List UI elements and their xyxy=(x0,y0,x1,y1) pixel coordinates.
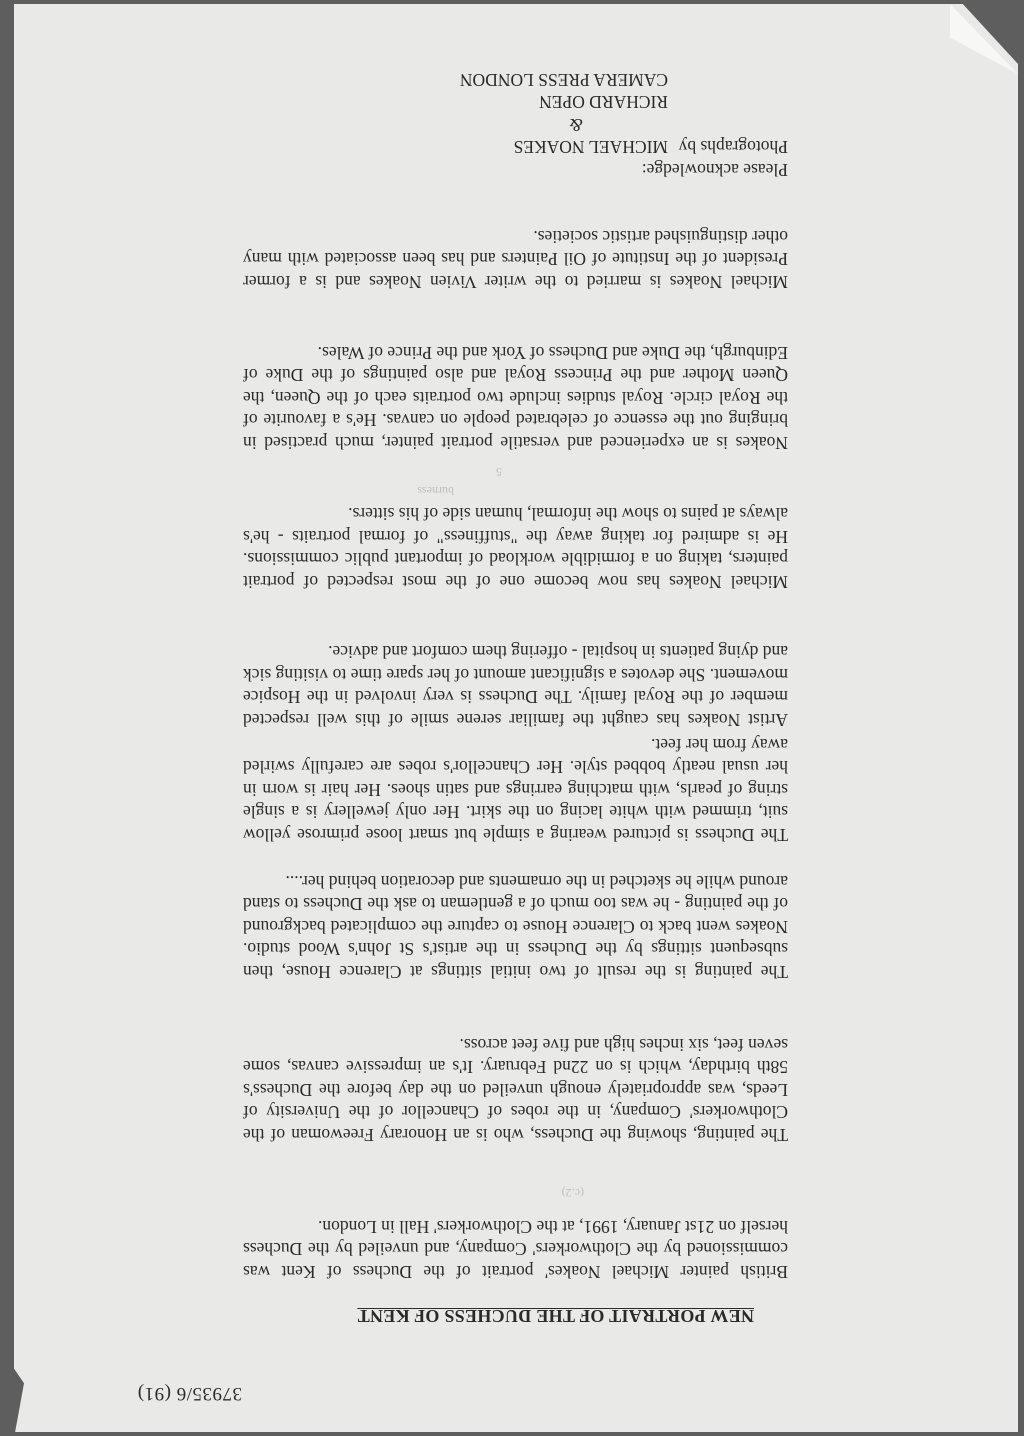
paragraph: British painter Michael Noakes' portrait of the Duchess of Kent was commissioned by the Clothworkers' Company, and unveiled by the Duchess herself on 21st January, 1991, at the Clothworkers' Hall in London. xyxy=(243,1216,788,1282)
paragraph: Artist Noakes has caught the familiar serene smile of this well respected member of the Royal family. The Duchess is very involved in the Hospice movement. She devotes a significant amount of her spare time to visiting sick and dying patients in hospital - offering them comfort and advice. xyxy=(243,642,788,730)
paragraph: Michael Noakes has now become one of the most respected of portrait painters, taking on a formidible workload of important public commissions. He is admired for taking away the "stuffiness" of formal portraits - he's always at pains to show the informal, human side of his sitters. xyxy=(243,504,788,592)
acknowledgement-block xyxy=(460,68,788,181)
photographer-credit: MICHAEL NOAKES xyxy=(513,137,668,158)
paragraph: The painting is the result of two initial sittings at Clarence House, then subsequent sittings by the Duchess in the artist's St John's Wood studio. Noakes went back to Clarence House to capture the complicated background of the painting - he was too much of a gentleman to ask the Duchess to stand around while he sketched in the ornaments and decoration behind her.... xyxy=(243,871,788,982)
faint-margin-note: 5 xyxy=(496,465,502,479)
reference-number: 37935/6 (91) xyxy=(137,1383,242,1404)
photographer-credit: RICHARD OPEN xyxy=(539,92,668,113)
paragraph: Noakes is an experienced and versatile portrait painter, much practised in bringing out the essence of celebrated people on canvas. He's a favourite of the Royal circle. Royal studies include two portraits each of the Queen, the Queen Mother and the Princess Royal and also paintings of the Duke of Edinburgh, the Duke and Duchess of York and the Prince of Wales. xyxy=(243,342,788,453)
page-title: NEW PORTRAIT OF THE DUCHESS OF KENT xyxy=(357,1306,754,1326)
paragraph: The painting, showing the Duchess, who is an Honorary Freewoman of the Clothworkers' Company, in the robes of Chancellor of the University of Leeds, was appropriately enough unveiled on the day before the Duchess's 58th birthday, which is on 22nd February. It's an impressive canvas, some seven feet, six inches high and five feet across. xyxy=(243,1034,788,1145)
paragraph: The Duchess is pictured wearing a simple but smart loose primrose yellow suit, trimmed with white lacing on the skirt. Her only jewellery is a single string of pearls, with matching earrings and satin shoes. Her hair is worn in her usual neatly bobbed style. Her Chancellor's robes are carefully swirled away from her feet. xyxy=(243,734,788,845)
paragraph: Michael Noakes is married to the writer Vivien Noakes and is a former President of the Institute of Oil Painters and has been associated with many other distinguished artistic societies. xyxy=(243,226,788,292)
acknowledgement-heading: Please acknowledge: xyxy=(641,160,788,180)
faint-margin-note: burness xyxy=(417,484,454,498)
credit-prefix: Photographs by xyxy=(678,137,788,158)
credit-line xyxy=(460,136,788,159)
credit-ampersand: & xyxy=(569,114,583,135)
faint-margin-note: (c.2) xyxy=(561,1186,584,1200)
agency-credit: CAMERA PRESS LONDON xyxy=(459,69,668,90)
